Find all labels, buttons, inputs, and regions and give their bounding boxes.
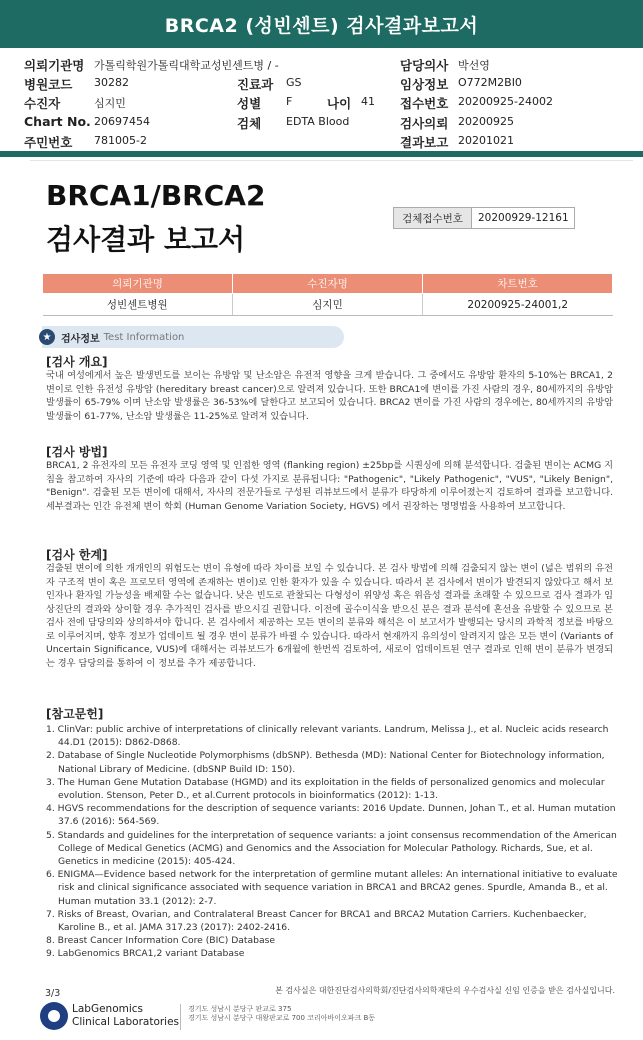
patient-row-5 [0,133,643,151]
header-divider [0,151,643,157]
report-title: BRCA2 (성빈센트) 검사결과보고서 [164,14,479,37]
reference-item: 8. Breast Cancer Information Core (BIC) Database [46,935,276,947]
dept-label: 진료과 [237,77,274,92]
limit-body: 검출된 변이에 의한 개개인의 위험도는 변이 유형에 따라 차이를 보일 수 있습니다. 본 검사 방법에 의해 검출되지 않는 변이 (넓은 범위의 유전자 구조적 변이 혹은 프로모터 영역에 존재하는 변이)로 인한 환자가 있을 수 있습니다. 따라서 본 검사에서 변이가 발견되지 않았다고 해서 보인자나 환자일 가능성을 배제할 수는 없습니다. 낮은 빈도로 관찰되는 다형성이 위양성 혹은 위음성 결과를 초래할 수 있으므로 검사 결과가 임상진단의 결과와 상이할 경우 추가적인 검사를 받으시길 권합니다. 이전에 골수이식을 받으신 분은 결과 분석에 혼선을 유발할 수 있으므로 본 검사 전에 담당의와 상의하셔야 합니다. 본 검사에서 제공하는 모든 변이의 분류와 해석은 이 보고서가 발행되는 당시의 과학적 정보를 바탕으로 이루어지며, 향후 정보가 업데이트 될 경우 변이 분류가 바뀔 수 있습니다. 따라서 현재까지 유의성이 알려지지 않은 모든 변이 (Variants of Uncertain Significance, VUS)에 대해서는 리뷰보드가 6개월에 한번씩 검토하여, 새로이 업데이트된 연구 결과로 인해 변이 분류가 변경되는 경우 담당의를 통하여 이 정보를 추가 제공합니다. [46,563,613,669]
request-value: 20200925 [458,115,514,128]
info-ribbon-icon: ★ [39,329,55,345]
company-name [72,1003,179,1029]
labgenomics-logo-icon [40,1002,68,1030]
name-value: 심지민 [94,97,126,110]
rrn-value: 781005-2 [94,134,147,147]
report-heading-line-2: 검사결과 보고서 [46,223,246,256]
specimen-label: 검체 [237,116,262,131]
table-header-institution: 의뢰기관명 [43,274,233,294]
page-number: 3/3 [45,988,61,999]
reference-item: 9. LabGenomics BRCA1,2 variant Database [46,948,245,960]
sex-label: 성별 [237,96,262,111]
company-address [188,1005,375,1023]
specimen-receipt-label: 검체접수번호 [394,208,472,228]
rrn-label: 주민번호 [24,135,73,150]
specimen-receipt-box [393,207,575,229]
age-label: 나이 [327,96,352,111]
doctor-label: 담당의사 [400,58,449,73]
company-name-line-2: Clinical Laboratories [72,1016,180,1028]
address-line-2: 경기도 성남시 분당구 대왕판교로 700 코리아바이오파크 B동 [188,1014,376,1022]
dept-value: GS [286,76,302,89]
patient-info [0,54,643,151]
reference-item: 5. Standards and guidelines for the interpretation of sequence variants: a joint consensus recommendation of the American College of Medical Genetics (ACMG) and Genomics and the Association for Molecular Pathology. Richards, Sue, et al. Genetics in medicine (2015): 405-424. [46,829,617,868]
reference-item: 7. Risks of Breast, Ovarian, and Contralateral Breast Cancer for BRCA1 and BRCA2 Mutation Carriers. Kuchenbaecker, Karoline B., et al. JAMA 317.23 (2017): 2402-2416. [46,908,587,934]
clinical-label: 임상정보 [400,77,449,92]
sex-value: F [286,95,293,108]
refs-title: [참고문헌] [46,707,104,721]
table-cell-institution: 성빈센트병원 [43,294,233,316]
method-title: [검사 방법] [46,445,108,459]
patient-row-1 [0,56,643,74]
references-list [46,723,626,961]
footer-divider [180,1004,181,1030]
test-info-label-en: Test Information [103,331,185,343]
table-row [43,294,613,316]
chart-value: 20697454 [94,115,150,128]
reference-item: 4. HGVS recommendations for the description of sequence variants: 2016 Update. Dunnen, Johan T., et al. Human mutation 37.6 (2016): 564-569. [46,803,616,828]
overview-body: 국내 여성에게서 높은 발생빈도를 보이는 유방암 및 난소암은 유전적 영향을 크게 받습니다. 그 중에서도 유방암 환자의 5-10%는 BRCA1, 2 변이로 인한 유전성 유방암 (hereditary breast cancer)으로 알려져 있습니다. 또한 BRCA1에 변이를 가진 사람의 경우, 80세까지의 유방암 발생률이 65-79% 이며 난소암 발생률은 36-53%에 달한다고 보고되어 있습니다. BRCA2 변이를 가진 사람의 경우에는, 80세까지의 유방암 발생률이 61-77%, 난소암 발생률은 11-25%로 알려져 있습니다. [46,370,613,422]
table-header-patient: 수진자명 [233,274,423,294]
patient-row-3 [0,94,643,112]
address-line-1: 경기도 성남시 분당구 판교로 375 [188,1005,292,1013]
table-header-chart: 차트번호 [423,274,613,294]
report-title-bar [0,0,643,48]
company-name-line-1: LabGenomics [72,1003,144,1015]
name-label: 수진자 [24,96,61,111]
specimen-receipt-value: 20200929-12161 [478,212,569,224]
overview-title: [검사 개요] [46,355,108,369]
test-information-bar [42,326,344,348]
request-label: 검사의뢰 [400,116,449,131]
method-body: BRCA1, 2 유전자의 모든 유전자 코딩 영역 및 인접한 영역 (flanking region) ±25bp를 시퀀싱에 의해 분석합니다. 검출된 변이는 ACMG 지침을 참고하여 자사의 기준에 따라 다음과 같이 다섯 가지로 분류됩니다: "Pathogenic", "Likely Pathogenic", "VUS", "Likely Benign", "Benign". 검출된 모든 변이에 대해서, 자사의 전문가들로 구성된 리뷰보드에서 분류가 타당하게 이루어졌는지 검토하여 결과를 보고합니다. 세부결과는 인간 유전체 변이 학회 (Human Genome Variation Society, HGVS) 에서 권장하는 명명법을 사용하여 보고합니다. [46,460,613,512]
specimen-value: EDTA Blood [286,115,350,128]
institution-label: 의뢰기관명 [24,58,85,73]
reference-item: 2. Database of Single Nucleotide Polymorphisms (dbSNP). Bethesda (MD): National Center for Biotechnology information, National Library of Medicine. (dbSNP Build ID: 150). [46,750,605,775]
report-heading-line-1: BRCA1/BRCA2 [46,179,266,212]
reference-item: 6. ENIGMA—Evidence based network for the interpretation of germline mutant alleles: An international initiative to evaluate risk and clinical significance associated with sequence variation in BRCA1 and BRCA2 genes. Spurdle, Amanda B., et al. Human mutation 33.1 (2012): 2-7. [46,869,618,907]
clinical-value: O772M2BI0 [458,76,522,89]
age-value: 41 [361,95,375,108]
report-date-value: 20201021 [458,134,514,147]
institution-value: 가톨릭학원가톨릭대학교성빈센트병 / - [94,59,279,72]
receipt-value: 20200925-24002 [458,95,553,108]
report-page [30,160,633,1030]
hospital-code-label: 병원코드 [24,77,73,92]
report-date-label: 결과보고 [400,135,449,150]
receipt-label: 접수번호 [400,96,449,111]
accreditation-note: 본 검사실은 대한진단검사의학회/진단검사의학재단의 우수검사실 신임 인증을 받은 검사실입니다. [275,986,615,995]
reference-item: 3. The Human Gene Mutation Database (HGMD) and its exploitation in the fields of personalized genomics and molecular evolution. Stenson, Peter D., et al.Current protocols in bioinformatics (2012): 1-13. [46,776,605,802]
table-cell-patient: 심지민 [233,294,423,316]
table-cell-chart: 20200925-24001,2 [423,294,613,316]
limit-title: [검사 한계] [46,548,108,562]
patient-row-4 [0,114,643,132]
doctor-value: 박선영 [458,59,490,72]
patient-summary-table [42,273,613,316]
chart-label: Chart No. [24,114,91,129]
test-info-label-ko: 검사정보 [61,333,100,345]
reference-item: 1. ClinVar: public archive of interpretations of clinically relevant variants. Landrum, Melissa J., et al. Nucleic acids research 44.D1 (2015): D862-D868. [46,724,609,749]
hospital-code-value: 30282 [94,76,129,89]
patient-row-2 [0,75,643,93]
